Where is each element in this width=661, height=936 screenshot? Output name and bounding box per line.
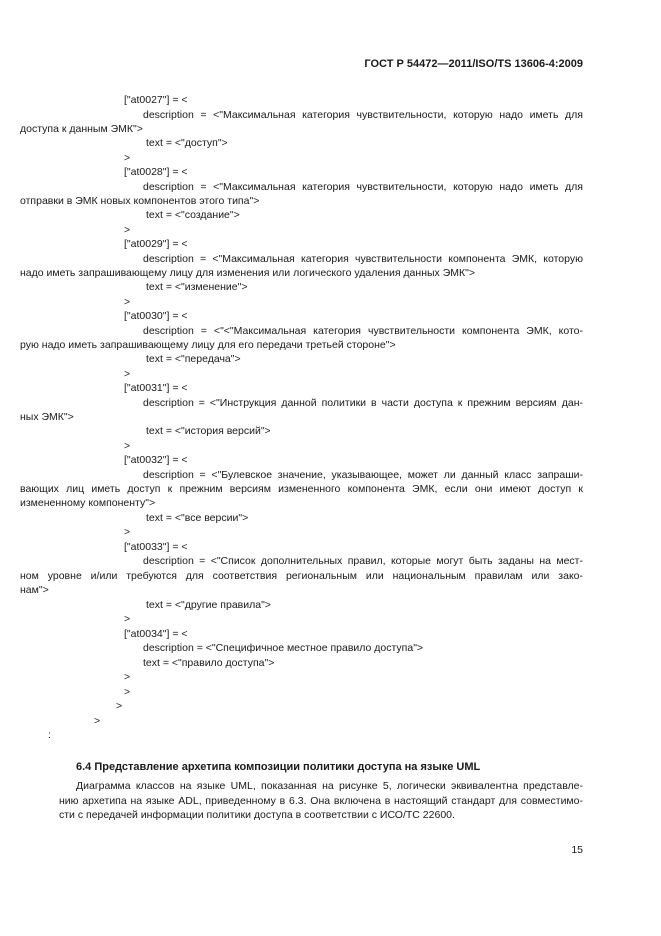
code-line: рую надо иметь запрашивающему лицу для его передачи третьей стороне"> <box>20 339 396 351</box>
paragraph-line: сти с передачей информации политики доступа в соответствии с ИСО/ТС 22600. <box>59 809 455 821</box>
code-line: text = <"все версии"> <box>146 512 249 524</box>
code-line: description = <"Булевское значение, указывающее, может ли данный класс запраши- <box>143 469 583 481</box>
standard-header: ГОСТ Р 54472—2011/ISO/TS 13606-4:2009 <box>364 58 583 70</box>
section-heading: 6.4 Представление архетипа композиции политики доступа на языке UML <box>76 761 481 773</box>
code-line: text = <"другие правила"> <box>146 599 271 611</box>
code-line: > <box>124 224 131 236</box>
code-line: ["at0033"] = < <box>124 541 188 553</box>
code-line: отправки в ЭМК новых компонентов этого типа"> <box>20 195 260 207</box>
code-line: description = <"Максимальная категория чувствительности, которую надо иметь для <box>143 181 583 193</box>
code-line: > <box>124 686 131 698</box>
code-line: > <box>124 613 131 625</box>
code-line: ["at0027"] = < <box>124 94 188 106</box>
code-line: text = <"доступ"> <box>146 137 228 149</box>
code-line: description = <"Специфичное местное правило доступа"> <box>143 642 424 654</box>
code-line: > <box>116 700 123 712</box>
paragraph-line: Диаграмма классов на языке UML, показанная на рисунке 5, логически эквивалентна представле- <box>76 780 583 792</box>
page-number: 15 <box>571 844 583 856</box>
code-line: > <box>124 671 131 683</box>
code-line: ["at0032"] = < <box>124 454 188 466</box>
code-line: > <box>124 368 131 380</box>
code-line: ном уровне и/или требуются для соответствия региональным или национальным правилам или зако- <box>20 570 583 582</box>
code-line: ["at0031"] = < <box>124 382 188 394</box>
code-line: description = <"Список дополнительных правил, которые могут быть заданы на мест- <box>143 555 583 567</box>
code-line: description = <"<"Максимальная категория чувствительности компонента ЭМК, кото- <box>143 325 583 337</box>
code-line: description = <"Максимальная категория чувствительности компонента ЭМК, которую <box>143 253 583 265</box>
code-line: > <box>94 715 101 727</box>
paragraph-line: нию архетипа на языке ADL, приведенному в 6.3. Она включена в настоящий стандарт для совместимо- <box>59 795 583 807</box>
code-line: вающих лиц иметь доступ к прежним версиям измененного компонента ЭМК, если они имеют доступ к <box>20 483 583 495</box>
code-line: text = <"правило доступа"> <box>143 657 275 669</box>
code-line: надо иметь запрашивающему лицу для изменения или логического удаления данных ЭМК"> <box>20 267 475 279</box>
code-line: доступа к данным ЭМК"> <box>20 123 143 135</box>
code-line: > <box>124 440 131 452</box>
code-line: > <box>124 296 131 308</box>
code-line: измененному компоненту"> <box>20 497 156 509</box>
code-line: > <box>124 152 131 164</box>
code-line: ["at0028"] = < <box>124 166 188 178</box>
code-line: > <box>124 526 131 538</box>
code-line: text = <"изменение"> <box>146 281 248 293</box>
code-line: ["at0034"] = < <box>124 628 188 640</box>
code-line: text = <"передача"> <box>146 353 241 365</box>
code-line: description = <"Максимальная категория чувствительности, которую надо иметь для <box>143 109 583 121</box>
code-line: ["at0030"] = < <box>124 310 188 322</box>
code-line: нам"> <box>20 584 49 596</box>
code-line: text = <"история версий"> <box>146 425 271 437</box>
code-line: ["at0029"] = < <box>124 238 188 250</box>
code-line: ных ЭМК"> <box>20 411 74 423</box>
code-line: description = <"Инструкция данной политики в части доступа к прежним версиям дан- <box>143 397 583 409</box>
code-line: : <box>48 729 51 741</box>
code-line: text = <"создание"> <box>146 209 240 221</box>
